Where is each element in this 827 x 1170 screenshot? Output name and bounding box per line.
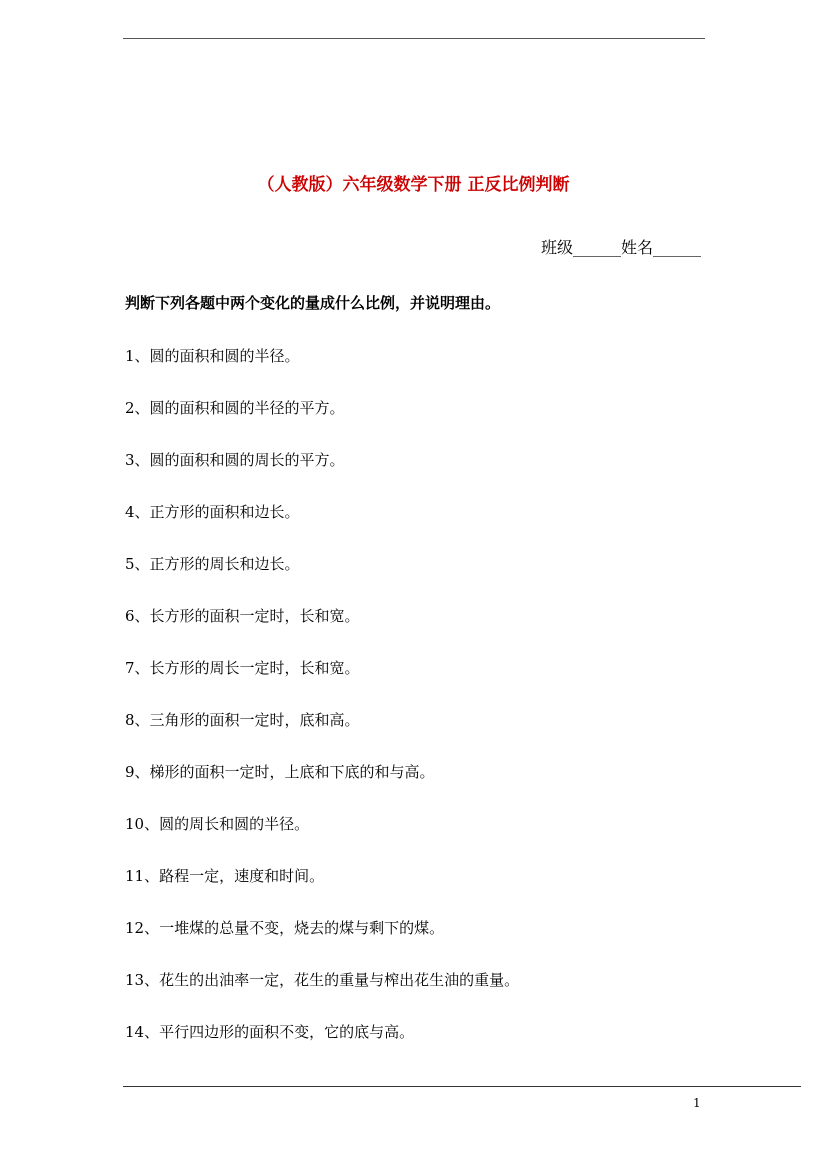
question-item: 11、路程一定，速度和时间。 <box>125 867 325 885</box>
page-title: （人教版）六年级数学下册 正反比例判断 <box>257 175 570 195</box>
question-item: 4、正方形的面积和边长。 <box>125 503 300 521</box>
header-rule <box>123 38 705 39</box>
page-number: 1 <box>693 1096 701 1110</box>
class-name-fill-line: 班级______姓名______ <box>540 238 701 257</box>
question-item: 5、正方形的周长和边长。 <box>125 555 300 573</box>
question-item: 10、圆的周长和圆的半径。 <box>125 815 310 833</box>
question-item: 14、平行四边形的面积不变，它的底与高。 <box>125 1023 415 1041</box>
question-item: 12、一堆煤的总量不变，烧去的煤与剩下的煤。 <box>125 919 445 937</box>
question-item: 2、圆的面积和圆的半径的平方。 <box>125 399 345 417</box>
footer-rule <box>123 1086 801 1087</box>
question-item: 7、长方形的周长一定时，长和宽。 <box>125 659 360 677</box>
question-item: 1、圆的面积和圆的半径。 <box>125 347 300 365</box>
question-item: 6、长方形的面积一定时，长和宽。 <box>125 607 360 625</box>
question-item: 13、花生的出油率一定，花生的重量与榨出花生油的重量。 <box>125 971 520 989</box>
question-item: 8、三角形的面积一定时，底和高。 <box>125 711 360 729</box>
question-item: 9、梯形的面积一定时，上底和下底的和与高。 <box>125 763 435 781</box>
question-item: 3、圆的面积和圆的周长的平方。 <box>125 451 345 469</box>
instruction-text: 判断下列各题中两个变化的量成什么比例，并说明理由。 <box>125 294 501 312</box>
